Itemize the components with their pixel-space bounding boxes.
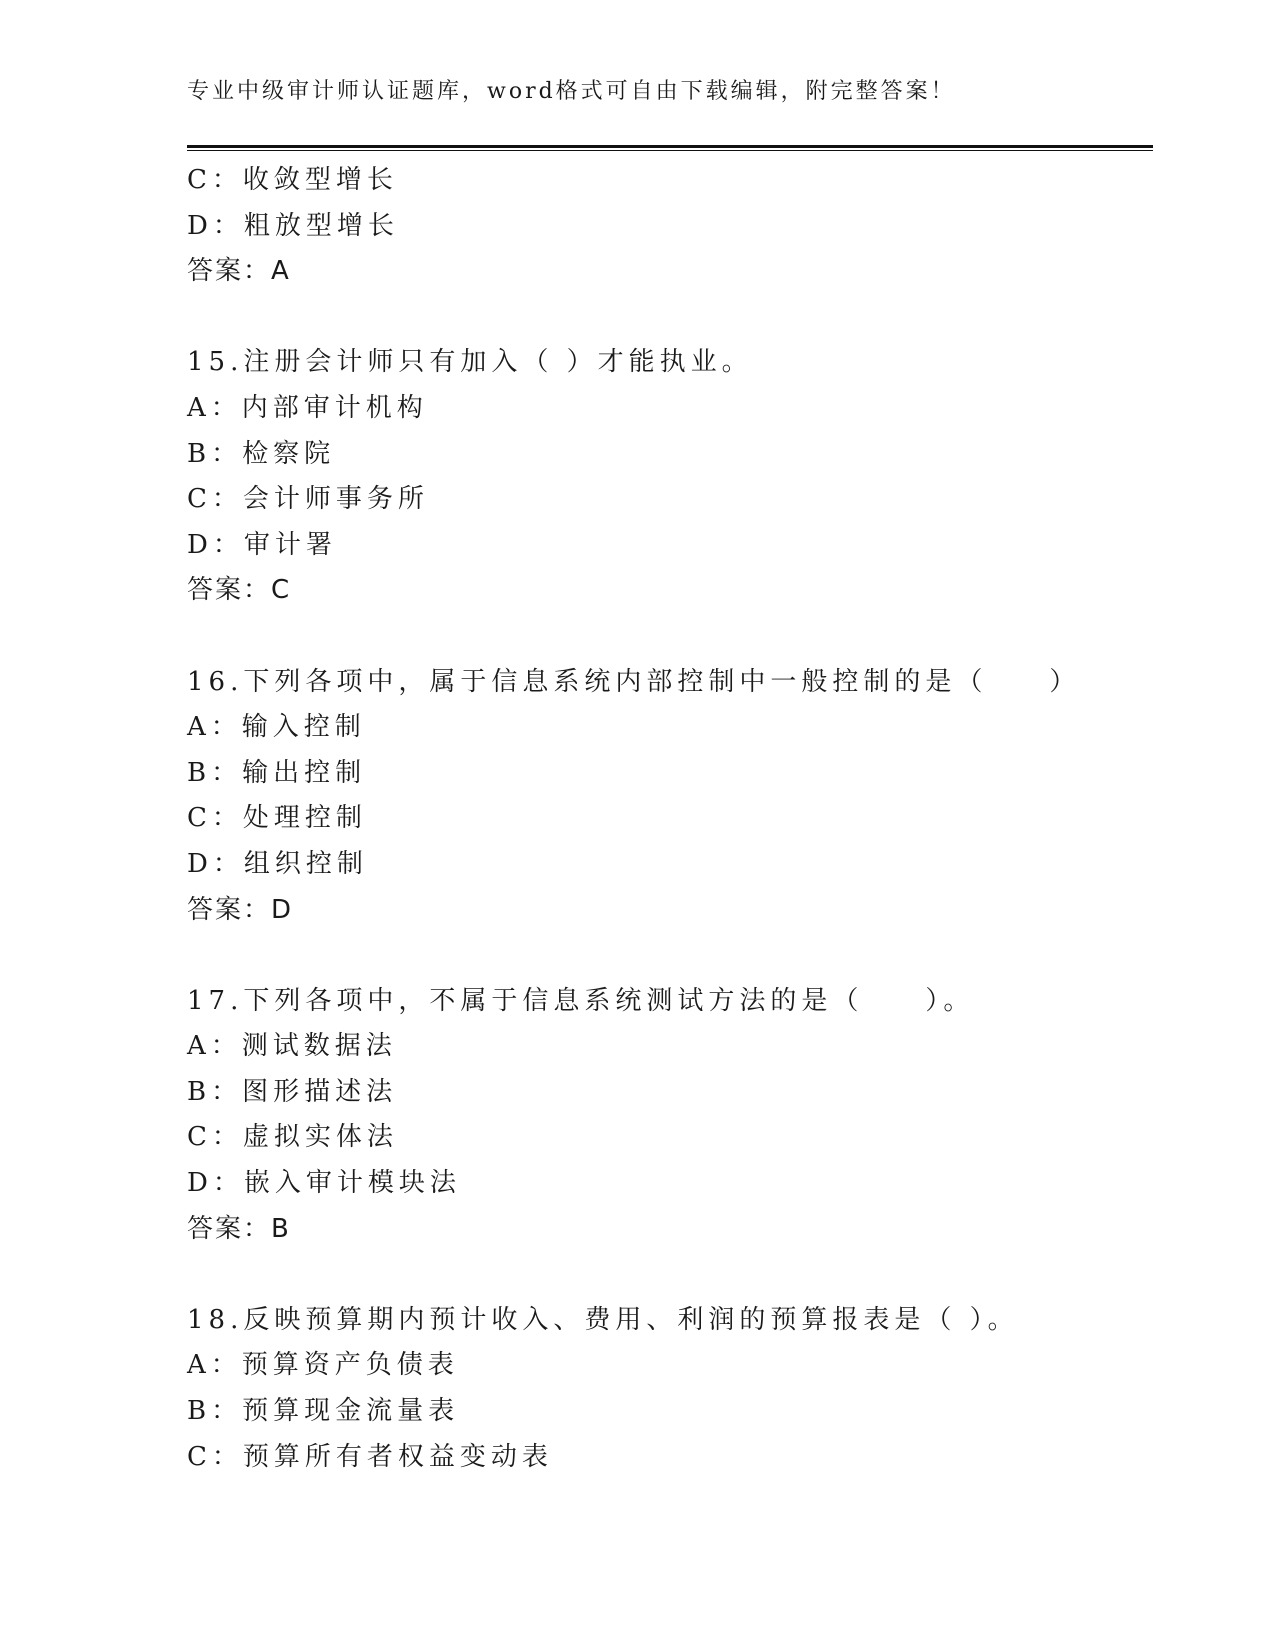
question-text: 18.反映预算期内预计收入、费用、利润的预算报表是（ ）。 [187,1304,1019,1335]
answer-line: 答案：A [187,256,291,287]
header-rule-thick [187,145,1153,148]
option-d: D：嵌入审计模块法 [187,1168,461,1199]
question-text: 15.注册会计师只有加入（ ）才能执业。 [187,347,753,378]
option-c: C：收敛型增长 [187,165,398,195]
option-d: D：粗放型增长 [187,210,399,241]
spacer [187,295,1153,341]
question-block [187,1298,1153,1480]
header-rule-thin [187,150,1153,151]
spacer [187,1252,1153,1298]
question-block [187,660,1153,934]
option-d: D：组织控制 [187,848,368,879]
spacer [187,933,1153,979]
option-b: B：图形描述法 [187,1076,398,1107]
option-a: A：内部审计机构 [187,392,428,423]
option-c: C：处理控制 [187,803,367,834]
answer-line: 答案：B [187,1213,291,1244]
question-list [187,158,1153,1480]
spacer [187,614,1153,660]
option-c: C：会计师事务所 [187,484,429,515]
option-b: B：预算现金流量表 [187,1396,460,1427]
option-b: B：输出控制 [187,757,367,788]
question-text: 17.下列各项中，不属于信息系统测试方法的是（ ）。 [187,985,975,1016]
page-header: 专业中级审计师认证题库，word格式可自由下载编辑，附完整答案！ [187,79,956,104]
option-a: A：预算资产负债表 [187,1350,459,1381]
answer-line: 答案：D [187,894,294,925]
option-a: A：输入控制 [187,712,366,743]
question-text: 16.下列各项中，属于信息系统内部控制中一般控制的是（ ） [187,666,1081,697]
question-block [187,979,1153,1253]
option-d: D：审计署 [187,529,337,560]
question-block [187,158,1153,295]
option-c: C：虚拟实体法 [187,1122,398,1153]
option-a: A：测试数据法 [187,1031,397,1062]
question-block [187,340,1153,614]
answer-line: 答案：C [187,575,292,606]
option-b: B：检察院 [187,438,336,469]
option-c: C：预算所有者权益变动表 [187,1441,553,1472]
